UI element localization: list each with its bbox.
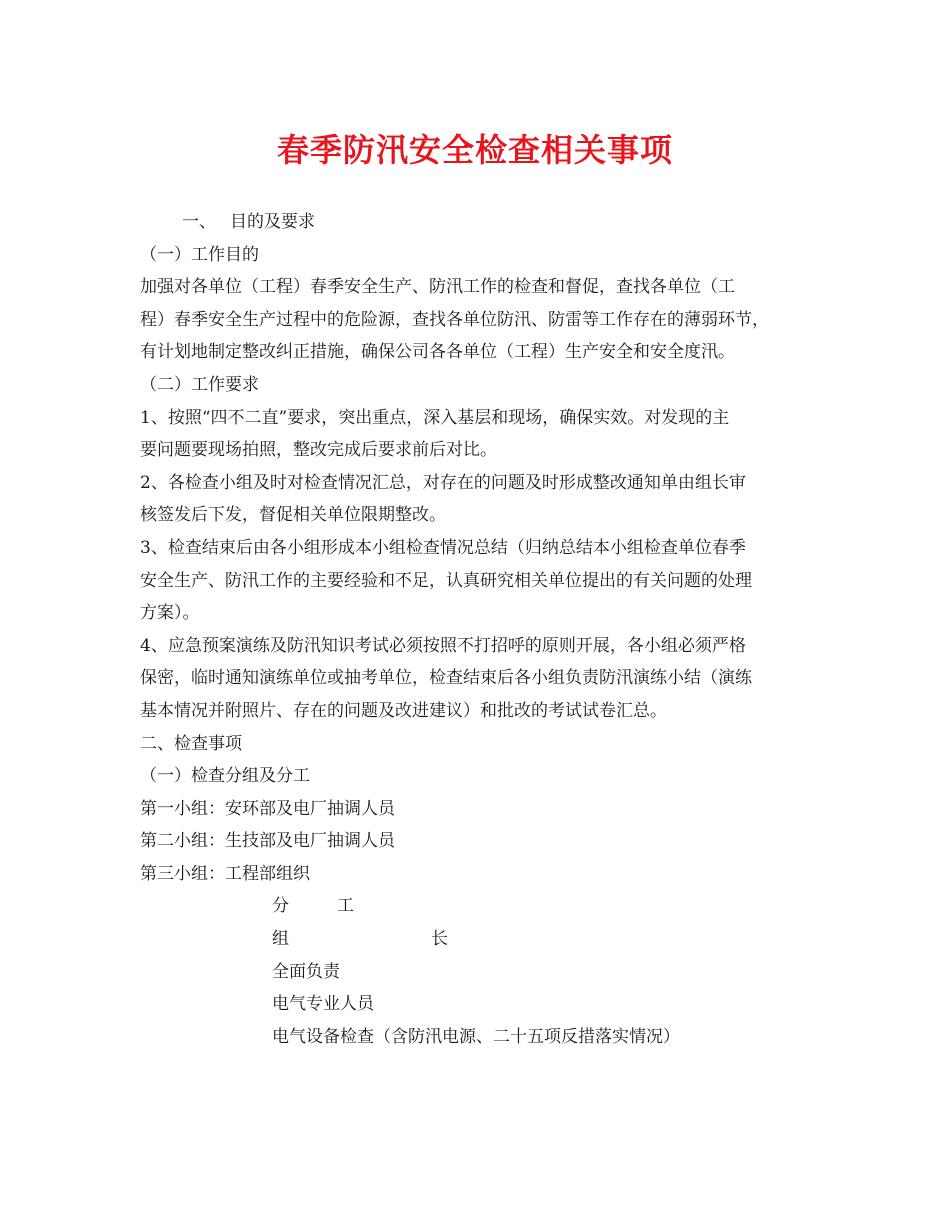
section-number: 一、 [182,212,216,232]
table-cell: 全面负责 [272,961,340,982]
table-header-cell: 工 [337,896,354,917]
paragraph-line: 核签发后下发，督促相关单位限期整改。 [140,505,446,526]
table-header-cell: 长 [431,929,448,950]
paragraph-line: 3、检查结束后由各小组形成本小组检查情况总结（归纳总结本小组检查单位春季 [140,537,746,558]
subsection-heading: （二）工作要求 [140,374,259,395]
table-header-cell: 分 [272,896,289,917]
table-cell: 电气专业人员 [272,994,374,1015]
subsection-heading: （一）检查分组及分工 [140,766,310,787]
table-header-row [140,923,820,956]
group-line: 第三小组：工程部组织 [140,863,310,884]
paragraph-line: 要问题要现场拍照，整改完成后要求前后对比。 [140,440,497,461]
group-line: 第二小组：生技部及电厂抽调人员 [140,831,395,852]
document-body [140,206,820,1053]
paragraph-line: 2、各检查小组及时对检查情况汇总，对存在的问题及时形成整改通知单由组长审 [140,472,746,493]
paragraph-line: 保密，临时通知演练单位或抽考单位，检查结束后各小组负责防汛演练小结（演练 [140,668,752,689]
paragraph-line: 有计划地制定整改纠正措施，确保公司各各单位（工程）生产安全和安全度汛。 [140,342,735,363]
paragraph-line: 程）春季安全生产过程中的危险源，查找各单位防汛、防雷等工作存在的薄弱环节， [140,309,769,330]
section-title: 目的及要求 [230,212,315,232]
subsection-heading: （一）工作目的 [140,244,259,265]
paragraph-line: 1、按照“四不二直”要求，突出重点，深入基层和现场，确保实效。对发现的主 [140,407,730,428]
table-cell: 电气设备检查（含防汛电源、二十五项反措落实情况） [272,1026,680,1047]
section-heading [140,206,820,239]
table-header-cell: 组 [272,929,289,950]
paragraph-line: 4、应急预案演练及防汛知识考试必须按照不打招呼的原则开展，各小组必须严格 [140,635,746,656]
paragraph-line: 方案）。 [140,603,200,624]
table-header-row [140,890,820,923]
section-heading: 二、检查事项 [140,733,242,754]
paragraph-line: 安全生产、防汛工作的主要经验和不足，认真研究相关单位提出的有关问题的处理 [140,570,752,591]
paragraph-line: 基本情况并附照片、存在的问题及改进建议）和批改的考试试卷汇总。 [140,700,667,721]
paragraph-line: 加强对各单位（工程）春季安全生产、防汛工作的检查和督促，查找各单位（工 [140,277,735,298]
group-line: 第一小组：安环部及电厂抽调人员 [140,798,395,819]
document-title: 春季防汛安全检查相关事项 [276,131,673,169]
